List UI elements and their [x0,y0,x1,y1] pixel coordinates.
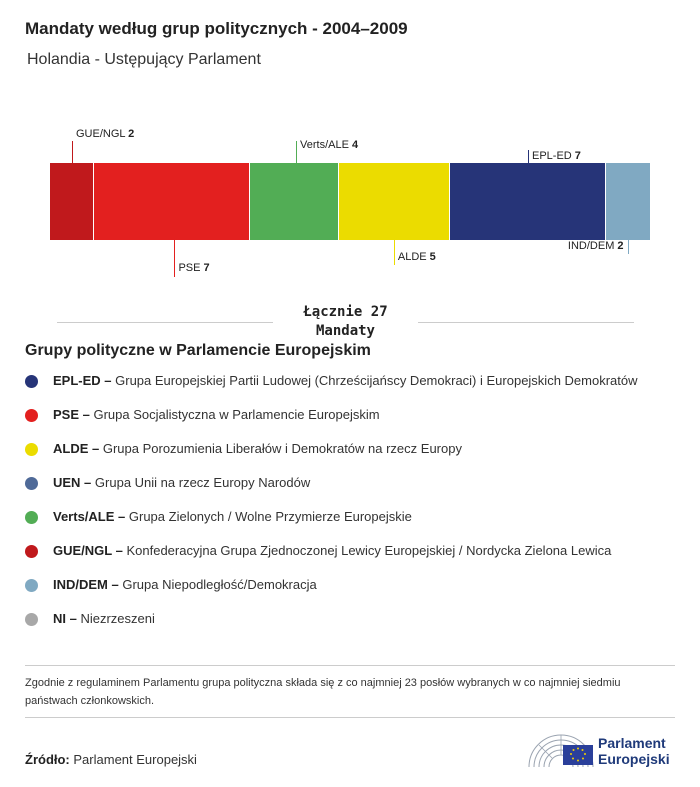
legend-description: Grupa Europejskiej Partii Ludowej (Chrześcijańscy Demokraci) i Europejskich Demokratów [115,373,638,388]
leader-line-gue-ngl [72,141,73,163]
bar-segment-alde [339,163,449,240]
divider [25,717,675,718]
leader-line-ind-dem [628,240,629,254]
legend-text [53,475,310,490]
source-label: Źródło: [25,752,70,767]
chart-subtitle: Holandia - Ustępujący Parlament [27,51,261,68]
bar-segment-epl-ed [450,163,605,240]
segment-label-name: ALDE [397,251,430,263]
bar-segment-ind-dem [606,163,650,240]
legend-description: Konfederacyjna Grupa Zjednoczonej Lewicy Europejskiej / Nordycka Zielona Lewica [126,543,612,558]
legend-color-dot [25,613,38,626]
legend-text [53,509,412,524]
legend-color-dot [25,443,38,456]
segment-label-name: EPL-ED [532,150,575,162]
total-seats-count: Łącznie 27 [303,304,388,320]
segment-label-value: 7 [203,262,210,274]
leader-line-alde [394,240,395,265]
leader-line-pse [174,240,175,277]
legend-description: Grupa Zielonych / Wolne Przymierze Europejskie [128,509,412,524]
legend-description: Grupa Unii na rzecz Europy Narodów [94,475,311,490]
total-divider-left [57,322,273,323]
bar-segment-verts-ale [250,163,338,240]
source-text: Parlament Europejski [73,752,197,767]
legend-code: Verts/ALE – [53,509,126,524]
segment-label-ind-dem [568,240,624,252]
segment-label-value: 7 [574,150,581,162]
segment-label-pse [178,262,209,274]
legend-text [53,577,317,592]
segment-label-value: 5 [429,251,436,263]
leader-line-verts-ale [296,141,297,163]
segment-label-name: PSE [178,262,204,274]
european-parliament-logo-icon [527,731,597,771]
leader-line-epl-ed [528,150,529,163]
legend-color-dot [25,375,38,388]
bar-segment-pse [94,163,249,240]
legend-code: GUE/NGL – [53,543,123,558]
segment-label-value: 2 [617,240,624,252]
legend-text [53,441,462,456]
logo-text-line2: Europejski [598,751,670,767]
total-seats [273,303,418,341]
legend-title: Grupy polityczne w Parlamencie Europejskim [25,342,371,359]
legend-color-dot [25,545,38,558]
legend-code: ALDE – [53,441,100,456]
total-divider-right [418,322,634,323]
bar-segment-gue-ngl [50,163,93,240]
segment-label-gue-ngl [76,128,134,140]
legend-code: PSE – [53,407,90,422]
legend-code: UEN – [53,475,92,490]
legend-description: Grupa Socjalistyczna w Parlamencie Europejskim [93,407,380,422]
legend-description: Grupa Niepodległość/Demokracja [122,577,317,592]
source [25,752,197,767]
segment-label-name: GUE/NGL [76,128,129,140]
legend-description: Grupa Porozumienia Liberałów i Demokratów na rzecz Europy [102,441,462,456]
legend-text [53,373,638,388]
total-seats-unit: Mandaty [315,323,375,339]
legend-text [53,407,380,422]
legend-code: NI – [53,611,77,626]
logo-text-line1: Parlament [598,735,666,751]
legend-color-dot [25,579,38,592]
legend-color-dot [25,409,38,422]
legend-code: EPL-ED – [53,373,112,388]
segment-label-name: IND/DEM [567,240,618,252]
european-parliament-logo [527,731,677,771]
legend-color-dot [25,477,38,490]
segment-label-alde [398,251,436,263]
segment-label-value: 4 [351,139,359,151]
legend-text [53,611,155,626]
segment-label-value: 2 [128,128,135,140]
segment-label-name: Verts/ALE [300,139,352,151]
stacked-bar-chart [0,0,700,300]
chart-title: Mandaty według grup politycznych - 2004–2009 [25,19,408,38]
footnote: Zgodnie z regulaminem Parlamentu grupa polityczna składa się z co najmniej 23 posłów wybranych w co najmniej siedmiu państwach członkowskich. [25,677,621,707]
legend-color-dot [25,511,38,524]
segment-label-verts-ale [300,139,358,151]
divider [25,665,675,666]
legend-description: Niezrzeszeni [80,611,155,626]
legend-text [53,543,611,558]
segment-label-epl-ed [532,150,581,162]
legend-code: IND/DEM – [53,577,119,592]
